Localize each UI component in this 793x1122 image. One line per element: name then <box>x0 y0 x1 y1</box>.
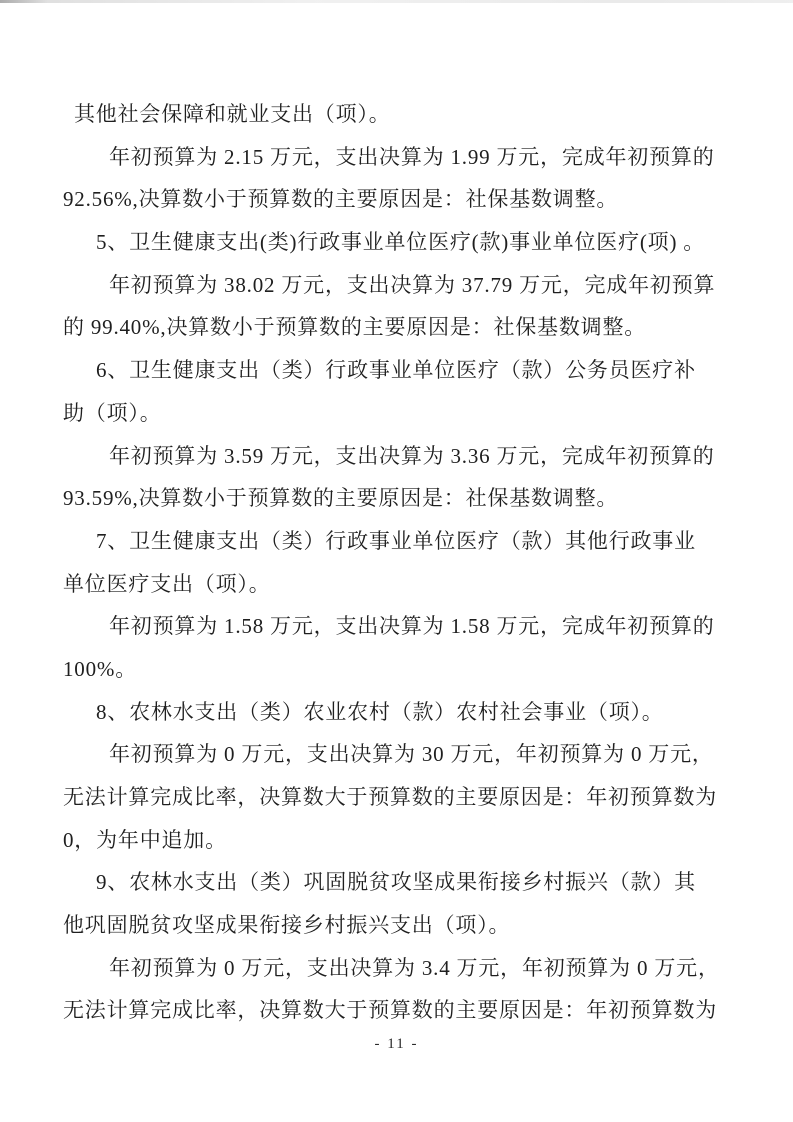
text-line: 单位医疗支出（项）。 <box>63 571 271 596</box>
text-line: 5、卫生健康支出(类)行政事业单位医疗(款)事业单位医疗(项) 。 <box>96 230 706 255</box>
text-line: 6、卫生健康支出（类）行政事业单位医疗（款）公务员医疗补 <box>96 358 696 383</box>
text-line: 年初预算为 3.59 万元，支出决算为 3.36 万元，完成年初预算的 <box>109 443 715 468</box>
text-line: 9、农林水支出（类）巩固脱贫攻坚成果衔接乡村振兴（款）其 <box>96 870 696 895</box>
text-line: 无法计算完成比率，决算数大于预算数的主要原因是：年初预算数为 <box>63 785 717 809</box>
text-line: 年初预算为 0 万元，支出决算为 30 万元，年初预算为 0 万元， <box>109 742 714 767</box>
text-line: 年初预算为 1.58 万元，支出决算为 1.58 万元，完成年初预算的 <box>109 614 715 639</box>
document-body <box>63 93 735 1032</box>
text-line: 助（项）。 <box>63 400 162 425</box>
text-line: 8、农林水支出（类）农业农村（款）农村社会事业（项）。 <box>96 699 664 724</box>
text-line: 年初预算为 38.02 万元，支出决算为 37.79 万元，完成年初预算 <box>109 272 716 297</box>
text-line: 他巩固脱贫攻坚成果衔接乡村振兴支出（项）。 <box>63 913 511 938</box>
text-line: 7、卫生健康支出（类）行政事业单位医疗（款）其他行政事业 <box>96 528 696 553</box>
text-line: 93.59%,决算数小于预算数的主要原因是：社保基数调整。 <box>63 486 619 511</box>
text-line: 其他社会保障和就业支出（项）。 <box>74 102 391 126</box>
scan-edge-artifact <box>0 0 793 3</box>
text-line: 年初预算为 2.15 万元，支出决算为 1.99 万元，完成年初预算的 <box>109 144 715 169</box>
text-line: 的 99.40%,决算数小于预算数的主要原因是：社保基数调整。 <box>63 315 647 340</box>
text-line: 100%。 <box>63 656 137 681</box>
page-number: - 11 - <box>374 1036 419 1052</box>
text-line: 92.56%,决算数小于预算数的主要原因是：社保基数调整。 <box>63 187 619 212</box>
text-line: 无法计算完成比率，决算数大于预算数的主要原因是：年初预算数为 <box>63 998 717 1023</box>
text-line: 0，为年中追加。 <box>63 827 227 852</box>
text-line: 年初预算为 0 万元，支出决算为 3.4 万元，年初预算为 0 万元， <box>109 955 720 980</box>
